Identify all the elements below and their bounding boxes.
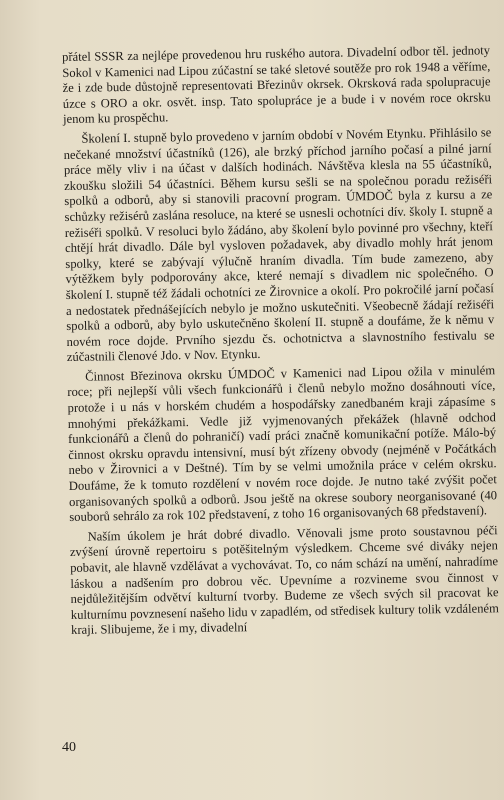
paragraph-3: Činnost Březinova okrsku ÚMDOČ v Kamenici nad Lipou ožila v minulém roce; při nejlepší vůli všech funkcionářů i členů nebylo možno dosáhnouti více, protože i u nás v horském chudém a hospodářsky zanedbaném kraji zápasíme s mnohými překážkami. Vedle již vyjmenovaných překážek (hlavně odchod funkcionářů a členů do pohraničí) vadí práci značně komunikační potíže. Málo-bý činnost okrsku opravdu intensivní, musí být zřízeny obvody (nejméně v Počátkách nebo v Žirovnici a v Deštné). Tím by se velmi umožnila práce v celém okrsku. Doufáme, že k tomuto rozdělení v novém roce dojde. Je nutno také zvýšit počet organisovaných spolků a odborů. Jsou ještě na okrese soubory neorganisované (40 souborů sehrálo za rok 102 představení, z toho 16 organisovaných 68 představení). — [67, 363, 498, 525]
paragraph-4: Naším úkolem je hrát dobré divadlo. Věnovali jsme proto soustavnou péči zvýšení úrovně repertoiru s potěšitelným výsledkem. Chceme své diváky nejen pobavit, ale hlavně vzdělávat a vychovávat. To, co nám schází na umění, nahradíme láskou a nadšením pro dobrou věc. Upevníme a rozvineme svou činnost v nejdůležitějším odvětví kulturní tvorby. Budeme ze všech svých sil pracovat ke kulturnímu povznesení našeho lidu v zapadlém, od středisek kultury tolik vzdáleném kraji. Slibujeme, že i my, divadelní — [69, 523, 499, 638]
body-text — [62, 43, 499, 643]
paragraph-2: Školení I. stupně bylo provedeno v jarním období v Novém Etynku. Přihlásilo se nečekané množství účastníků (126), ale brzký příchod jarního počasí a pilné jarní práce měly vliv i na účast v dalších hodinách. Návštěva klesla na 55 účastníků, zkoušku složili 54 účastníci. Během kursu sešli se na společnou poradu režiséři spolků a odborů, aby si stanovili pracovní program. ÚMDOČ byla z kursu a ze schůzky režisérů zaslána resoluce, na které se usnesli ochotníci dív. školy I. stupně a režiséři spolků. V resoluci bylo žádáno, aby školení bylo povinné pro všechny, kteří chtějí hrát divadlo. Dále byl vysloven požadavek, aby divadlo mohly hrát jenom spolky, které se zabývají výlučně hraním divadla. Tím bude zamezeno, aby výtěžkem byly podporovány akce, které nemají s divadlem nic společného. O školení I. stupně též žádali ochotníci ze Žirovnice a okolí. Pro pokročilé jarní počasí a nedostatek přednášejících nebylo je možno uskutečniti. Všeobecně žádají režiséři spolků a odborů, aby bylo uskutečněno školení II. stupně a doufáme, že k němu v novém roce dojde. Prvního sjezdu čs. ochotnictva a slavnostního festivalu se zúčastnili členové Jdo. v Nov. Etynku. — [63, 125, 495, 365]
page-number: 40 — [62, 740, 76, 755]
paragraph-1: přátel SSSR za nejlépe provedenou hru ruského autora. Divadelní odbor těl. jednoty Sokol v Kamenici nad Lipou zúčastní se také sletové soutěže pro rok 1948 a věříme, že i zde bude důstojně representovati Březinův okrsek. Okrsková rada spolupracuje úzce s ORO a okr. osvět. insp. Tato spolupráce je a bude i v novém roce okrsku jenom ku prospěchu. — [62, 43, 491, 127]
